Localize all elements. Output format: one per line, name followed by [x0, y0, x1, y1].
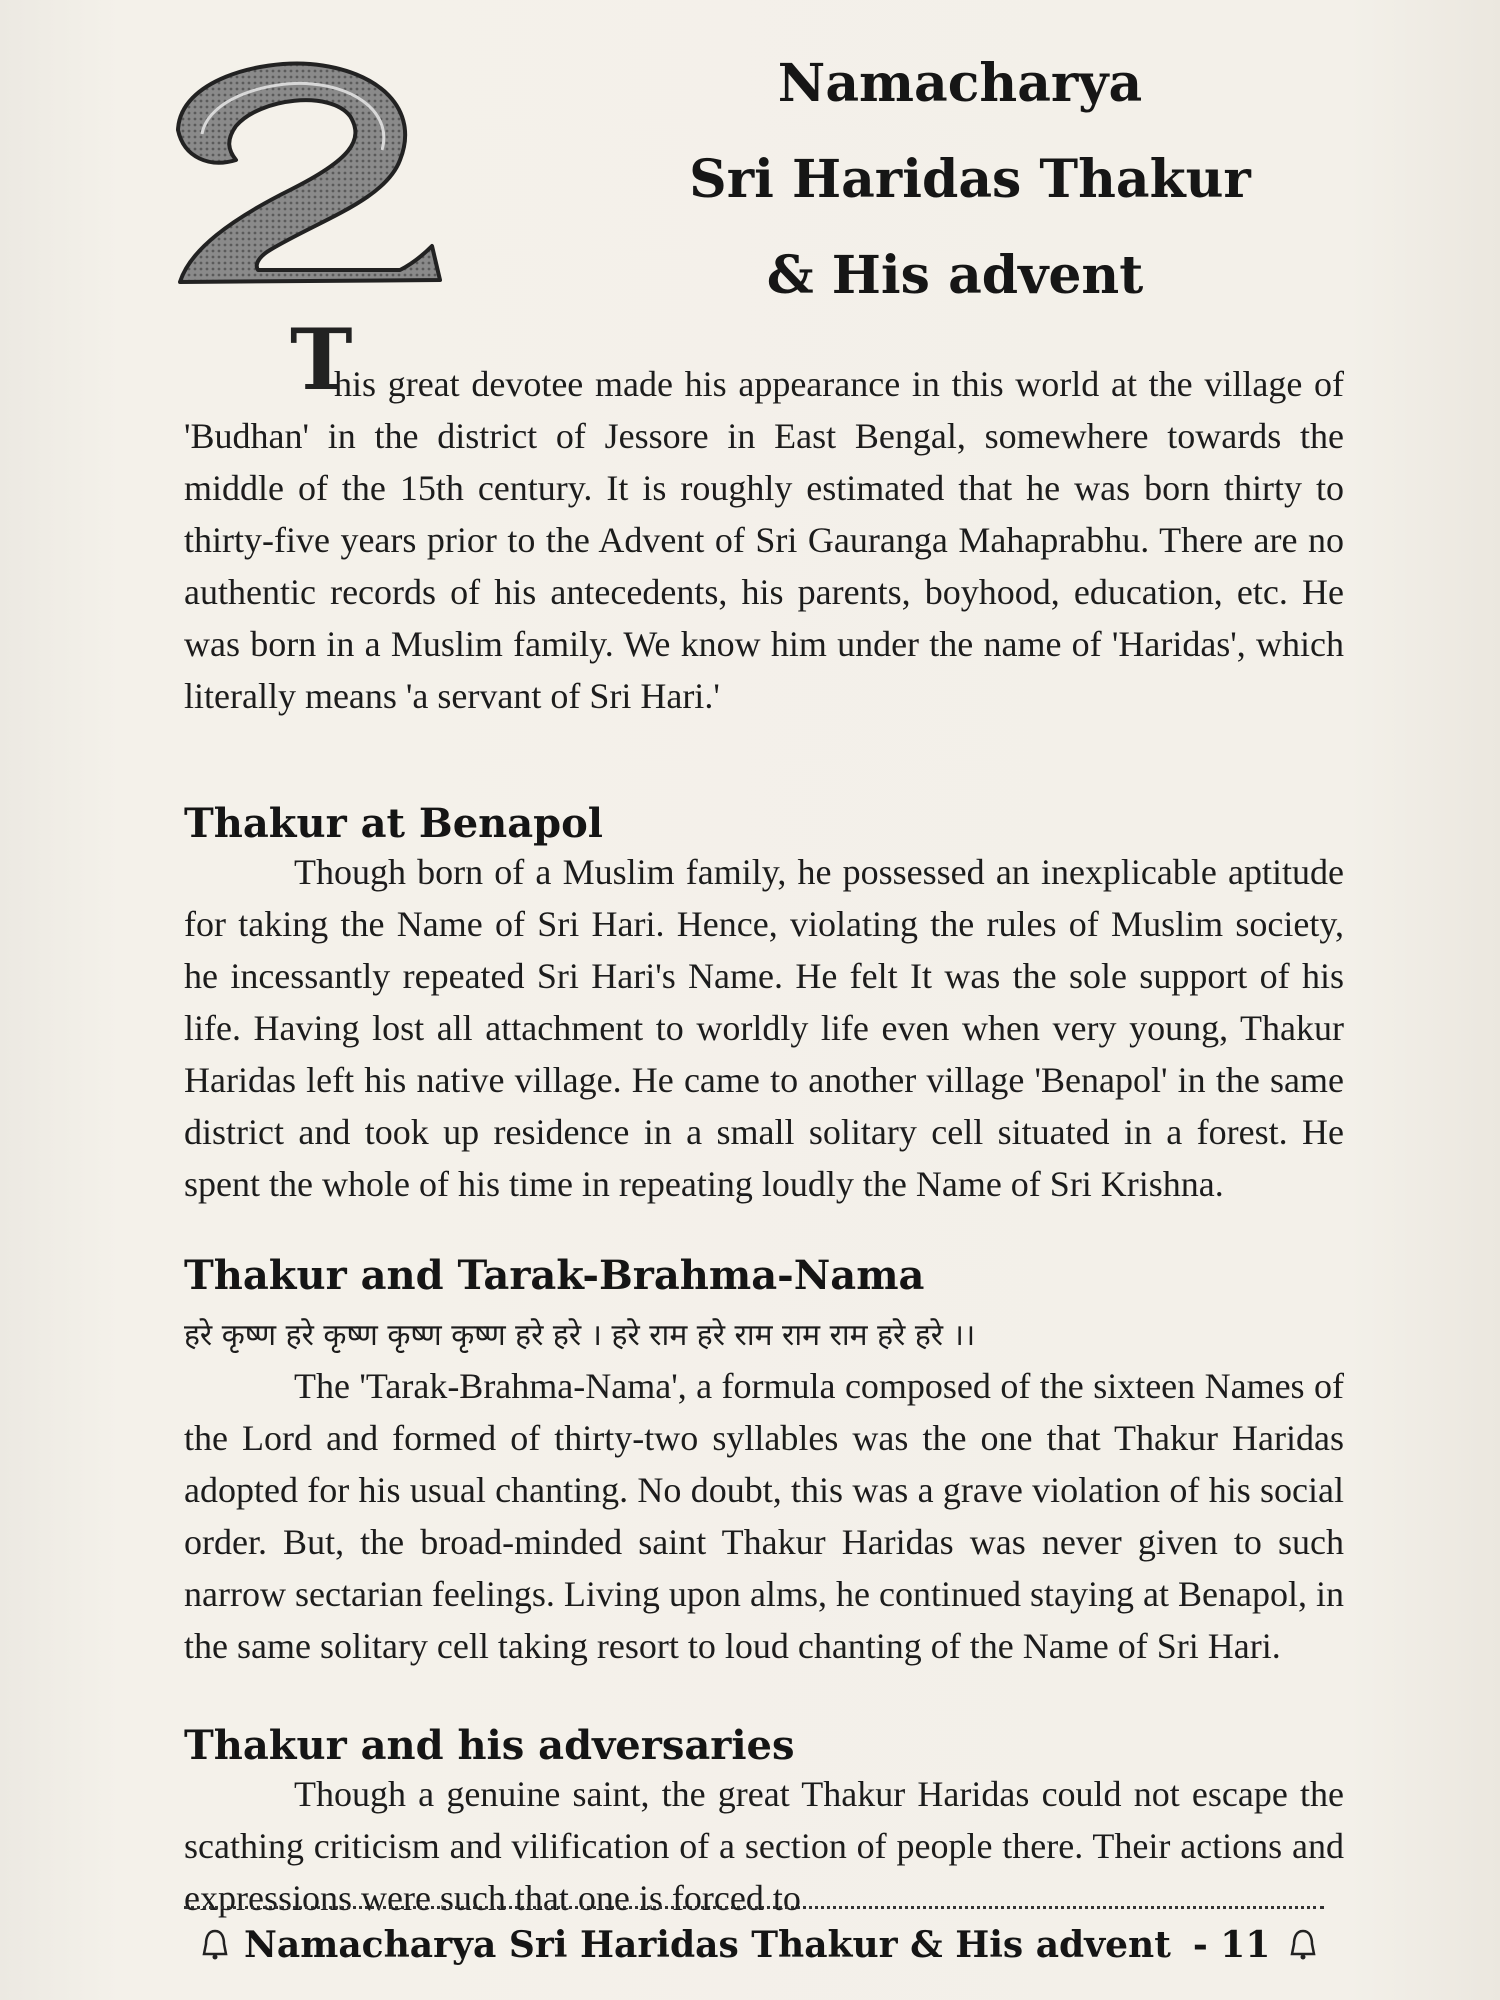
section-heading-benapol: Thakur at Benapol: [184, 800, 603, 847]
page-footer: [200, 1920, 1330, 1970]
section-paragraph-benapol: Though born of a Muslim family, he possessed an inexplicable aptitude for taking the Name of Sri Hari. Hence, violating the rules of Muslim society, he incessantly repeated Sri Hari's Name. He felt It was the sole support of his life. Having lost all attachment to worldly life even when very young, Thakur Haridas left his native village. He came to another village 'Benapol' in the same district and took up residence in a small solitary cell situated in a forest. He spent the whole of his time in repeating loudly the Name of Sri Krishna.: [184, 852, 1344, 1204]
chapter-number-art: [150, 50, 450, 290]
title-line-2: Sri Haridas Thakur: [689, 149, 1251, 210]
title-line-3: & His advent: [766, 245, 1144, 306]
drop-cap: T: [290, 310, 353, 409]
section-heading-tarak-brahma-nama: Thakur and Tarak-Brahma-Nama: [184, 1252, 925, 1299]
page-number: - 11: [1192, 1924, 1271, 1966]
intro-paragraph: his great devotee made his appearance in this world at the village of 'Budhan' in the district of Jessore in East Bengal, somewhere towards the middle of the 15th century. It is roughly estimated that he was born thirty to thirty-five years prior to the Advent of Sri Gauranga Mahaprabhu. There are no authentic records of his antecedents, his parents, boyhood, education, etc. He was born in a Muslim family. We know him under the name of 'Haridas', which literally means 'a servant of Sri Hari.': [184, 364, 1344, 716]
footer-title: Namacharya Sri Haridas Thakur & His advent: [244, 1924, 1171, 1966]
section-paragraph-tarak-brahma-nama: The 'Tarak-Brahma-Nama', a formula composed of the sixteen Names of the Lord and formed of thirty-two syllables was the one that Thakur Haridas adopted for his usual chanting. No doubt, this was a grave violation of his social order. But, the broad-minded saint Thakur Haridas was never given to such narrow sectarian feelings. Living upon alms, he continued staying at Benapol, in the same solitary cell taking resort to loud chanting of the Name of Sri Hari.: [184, 1366, 1344, 1666]
section-paragraph-adversaries: Though a genuine saint, the great Thakur Haridas could not escape the scathing criticism and vilification of a section of people there. Their actions and expressions were such that one is forced to: [184, 1774, 1344, 1918]
section-heading-adversaries: Thakur and his adversaries: [184, 1722, 795, 1769]
bell-icon: [1288, 1928, 1318, 1962]
bell-icon: [200, 1928, 230, 1962]
footer-divider: [184, 1906, 1324, 1909]
chapter-title: [560, 52, 1320, 306]
title-line-1: Namacharya: [777, 53, 1143, 114]
mantra-line: हरे कृष्ण हरे कृष्ण कृष्ण कृष्ण हरे हरे । हरे राम हरे राम राम राम हरे हरे ।।: [184, 1318, 976, 1353]
